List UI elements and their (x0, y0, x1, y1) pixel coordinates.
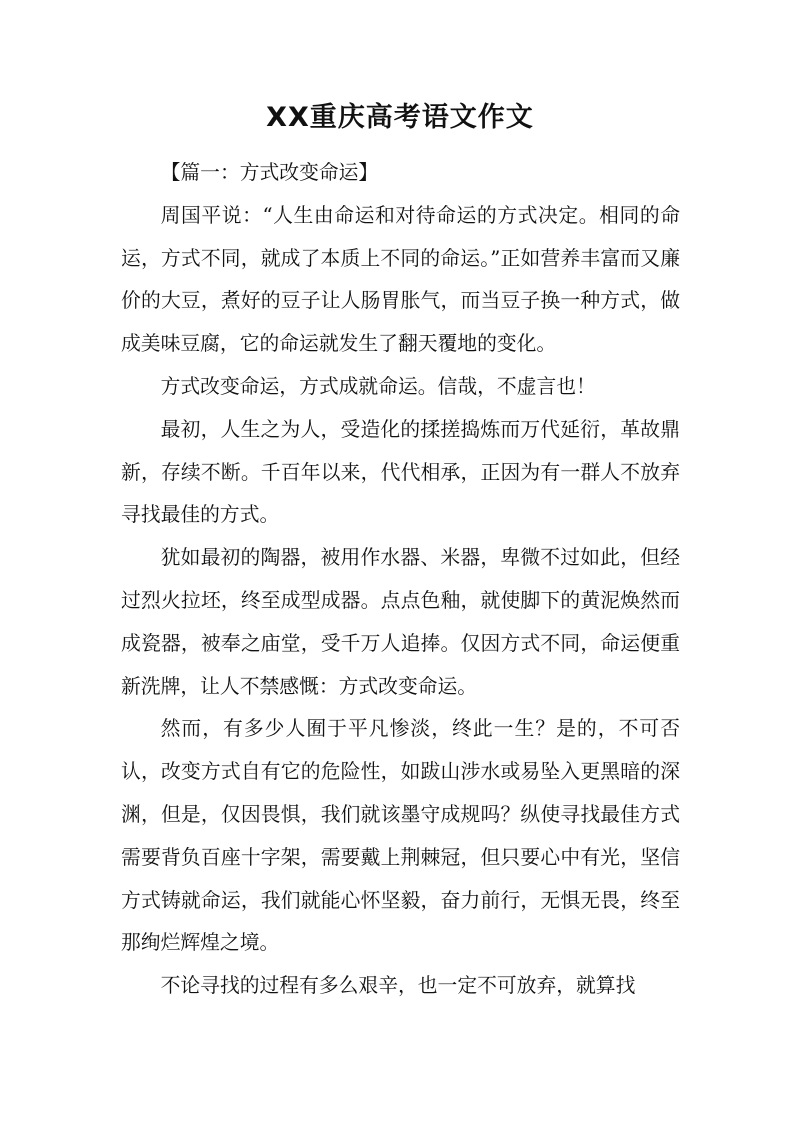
page-title: XX重庆高考语文作文 (266, 102, 534, 133)
paragraph-2: 方式改变命运，方式成就命运。信哉，不虚言也！ (160, 374, 596, 398)
paragraph-4: 犹如最初的陶器，被用作水器、米器，卑微不过如此，但经过烈火拉坯，终至成型成器。点点色釉，就使脚下的黄泥焕然而成瓷器，被奉之庙堂，受千万人追捧。仅因方式不同，命运便重新洗牌，让人不禁感慨：方式改变命运。 (121, 546, 680, 698)
paragraph-6: 不论寻找的过程有多么艰辛，也一定不可放弃，就算找 (160, 974, 636, 998)
document-body (121, 152, 680, 1008)
paragraph-3: 最初，人生之为人，受造化的揉搓捣炼而万代延衍，革故鼎新，存续不断。千百年以来，代代相承，正因为有一群人不放弃寻找最佳的方式。 (121, 417, 680, 527)
section-heading: 【篇一：方式改变命运】 (160, 161, 379, 184)
paragraph-1: 周国平说：“人生由命运和对待命运的方式决定。相同的命运，方式不同，就成了本质上不同的命运。”正如营养丰富而又廉价的大豆，煮好的豆子让人肠胃胀气，而当豆子换一种方式，做成美味豆腐，它的命运就发生了翻天覆地的变化。 (121, 203, 680, 356)
paragraph-5: 然而，有多少人囿于平凡惨淡，终此一生？是的，不可否认，改变方式自有它的危险性，如跋山涉水或易坠入更黑暗的深渊，但是，仅因畏惧，我们就该墨守成规吗？纵使寻找最佳方式需要背负百座十字架，需要戴上荆棘冠，但只要心中有光，坚信方式铸就命运，我们就能心怀坚毅，奋力前行，无惧无畏，终至那绚烂辉煌之境。 (121, 717, 680, 955)
